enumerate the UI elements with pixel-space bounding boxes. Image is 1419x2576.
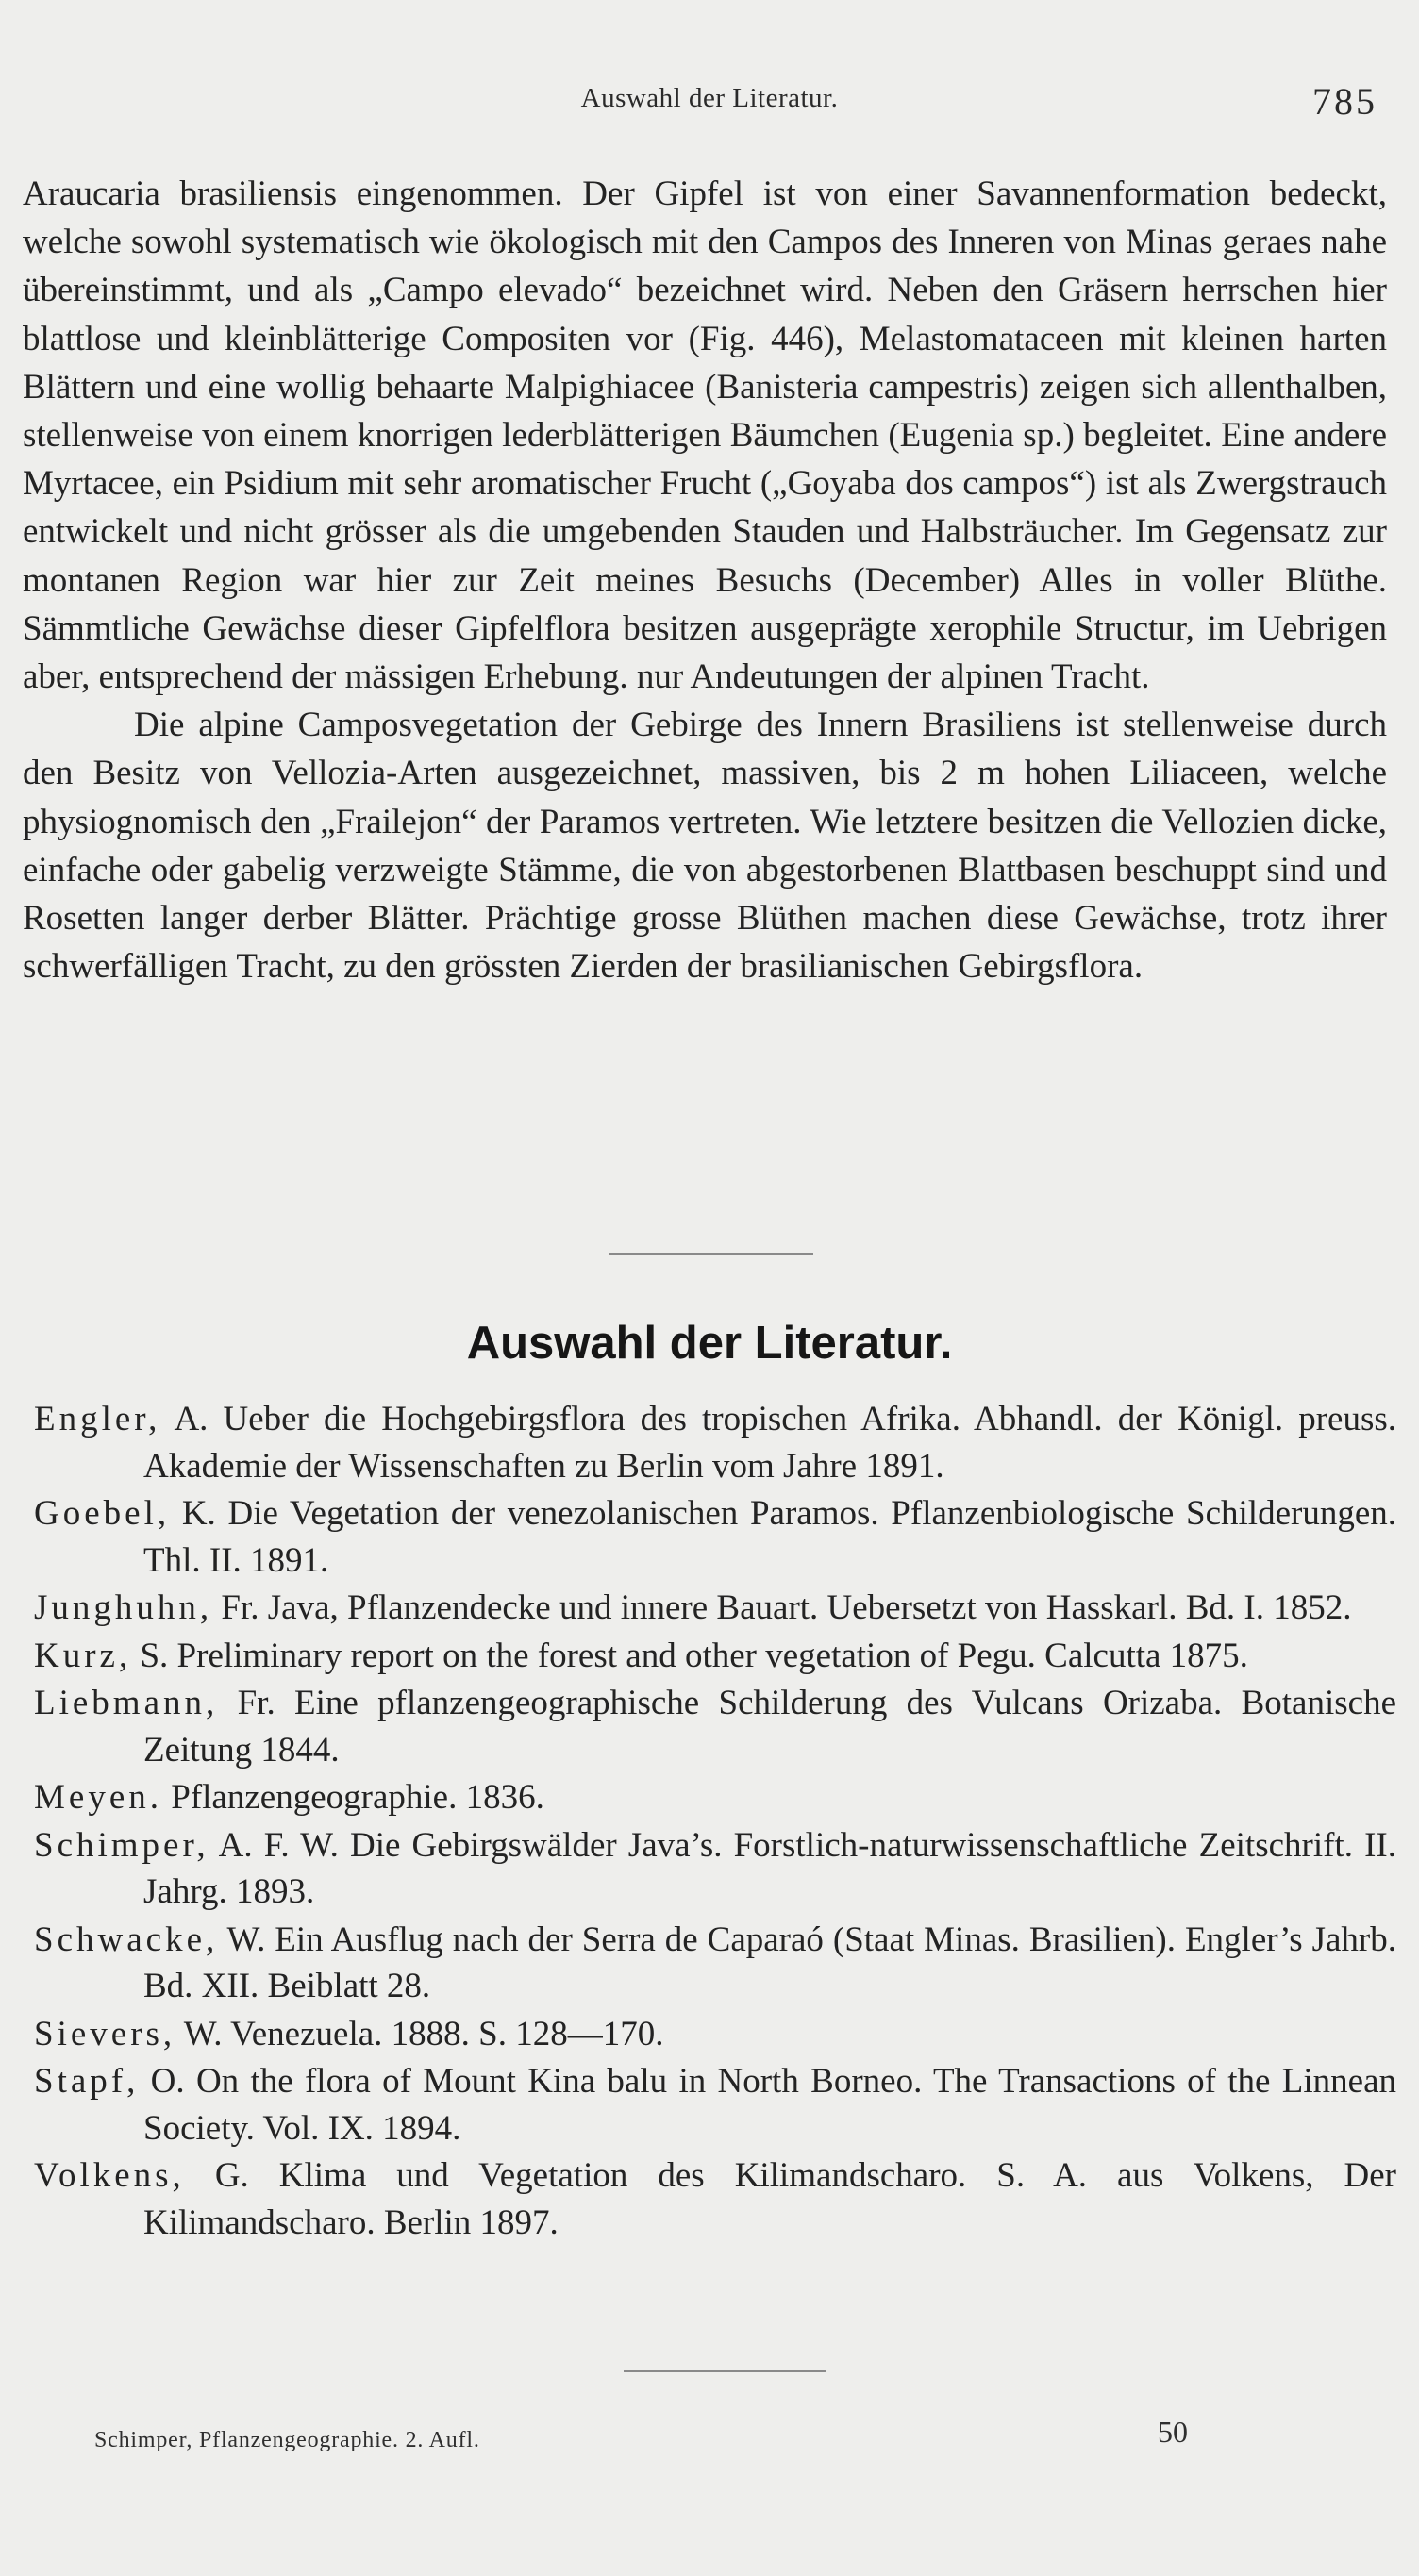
bibliography-author: Kurz, [34, 1636, 132, 1675]
bibliography-text: G. Klima und Vegetation des Kilimandscharo. S. A. aus Volkens, Der Kilimandscharo. Berlin 1897. [143, 2156, 1396, 2242]
bibliography-entry [34, 1633, 1396, 1680]
bibliography-entry [34, 1585, 1396, 1632]
bibliography-text: K. Die Vegetation der venezolanischen Paramos. Pflanzenbiologische Schilderungen. Thl. II. 1891. [143, 1494, 1397, 1580]
bibliography-entry [34, 1774, 1396, 1821]
bibliography-text: Fr. Java, Pflanzendecke und innere Bauart. Uebersetzt von Hasskarl. Bd. I. 1852. [221, 1588, 1352, 1627]
bibliography-text: Fr. Eine pflanzengeographische Schilderung des Vulcans Orizaba. Botanische Zeitung 1844. [143, 1684, 1396, 1770]
sheet-number: 50 [1158, 2415, 1188, 2449]
running-head: Auswahl der Literatur. [580, 83, 839, 113]
bibliography-author: Liebmann, [34, 1684, 219, 1722]
bibliography-author: Stapf, [34, 2062, 140, 2101]
body-text [23, 170, 1387, 990]
bibliography-author: Goebel, [34, 1494, 171, 1533]
bibliography-author: Schwacke, [34, 1920, 219, 1959]
bibliography-text: S. Preliminary report on the forest and other vegetation of Pegu. Calcutta 1875. [140, 1636, 1248, 1675]
bibliography-entry [34, 1396, 1396, 1489]
bibliography-author: Meyen. [34, 1778, 162, 1817]
bibliography-entry [34, 2152, 1396, 2246]
bibliography-list [34, 1396, 1396, 2246]
bibliography-text: Pflanzengeographie. 1836. [171, 1778, 544, 1817]
bibliography-entry [34, 2058, 1396, 2152]
bibliography-text: W. Ein Ausflug nach der Serra de Caparaó (Staat Minas. Brasilien). Engler’s Jahrb. Bd. XII. Beiblatt 28. [143, 1920, 1396, 2005]
end-divider [624, 2370, 826, 2372]
bibliography-text: A. F. W. Die Gebirgswälder Java’s. Forstlich-naturwissenschaftliche Zeitschrift. II. Jahrg. 1893. [143, 1825, 1396, 1911]
bibliography-author: Engler, [34, 1400, 161, 1438]
section-heading: Auswahl der Literatur. [466, 1318, 953, 1369]
bibliography-text: A. Ueber die Hochgebirgsflora des tropischen Afrika. Abhandl. der Königl. preuss. Akademie der Wissenschaften zu Berlin vom Jahre 1891. [143, 1400, 1396, 1486]
bibliography-entry [34, 1917, 1396, 2010]
paragraph: Araucaria brasiliensis eingenommen. Der Gipfel ist von einer Savannenformation bedeckt, welche sowohl systematisch wie ökologisch mit den Campos des Inneren von Minas geraes nahe übereinstimmt, und als „Campo elevado“ bezeichnet wird. Neben den Gräsern herrschen hier blattlose und kleinblätterige Compositen vor (Fig. 446), Melastomataceen mit kleinen harten Blättern und eine wollig behaarte Malpighiacee (Banisteria campestris) zeigen sich allenthalben, stellenweise von einem knorrigen lederblätterigen Bäumchen (Eugenia sp.) begleitet. Eine andere Myrtacee, ein Psidium mit sehr aromatischer Frucht („Goyaba dos campos“) ist als Zwergstrauch entwickelt und nicht grösser als die umgebenden Stauden und Halbsträucher. Im Gegensatz zur montanen Region war hier zur Zeit meines Besuchs (December) Alles in voller Blüthe. Sämmtliche Gewächse dieser Gipfelflora besitzen ausgeprägte xerophile Structur, im Uebrigen aber, entsprechend der mässigen Erhebung. nur Andeutungen der alpinen Tracht. [23, 175, 1387, 697]
bibliography-author: Volkens, [34, 2156, 185, 2195]
bibliography-text: O. On the flora of Mount Kina balu in North Borneo. The Transactions of the Linnean Society. Vol. IX. 1894. [143, 2062, 1397, 2148]
bibliography-text: W. Venezuela. 1888. S. 128—170. [183, 2014, 664, 2053]
bibliography-author: Sievers, [34, 2014, 176, 2053]
bibliography-entry [34, 2011, 1396, 2058]
bibliography-entry [34, 1680, 1396, 1773]
bibliography-entry [34, 1822, 1396, 1916]
page-number: 785 [1312, 80, 1377, 123]
bibliography-entry [34, 1490, 1396, 1584]
footer-source-line: Schimper, Pflanzengeographie. 2. Aufl. [94, 2428, 480, 2452]
section-divider [609, 1253, 813, 1255]
bibliography-author: Schimper, [34, 1825, 209, 1865]
bibliography-author: Junghuhn, [34, 1588, 213, 1627]
paragraph: Die alpine Camposvegetation der Gebirge des Innern Brasiliens ist stellenweise durch den Besitz von Vellozia-Arten ausgezeichnet, massiven, bis 2 m hohen Liliaceen, welche physiognomisch den „Frailejon“ der Paramos vertreten. Wie letztere besitzen die Vellozien dicke, einfache oder gabelig verzweigte Stämme, die von abgestorbenen Blattbasen beschuppt sind und Rosetten langer derber Blätter. Prächtige grosse Blüthen machen diese Gewächse, trotz ihrer schwerfälligen Tracht, zu den grössten Zierden der brasilianischen Gebirgsflora. [23, 706, 1387, 987]
